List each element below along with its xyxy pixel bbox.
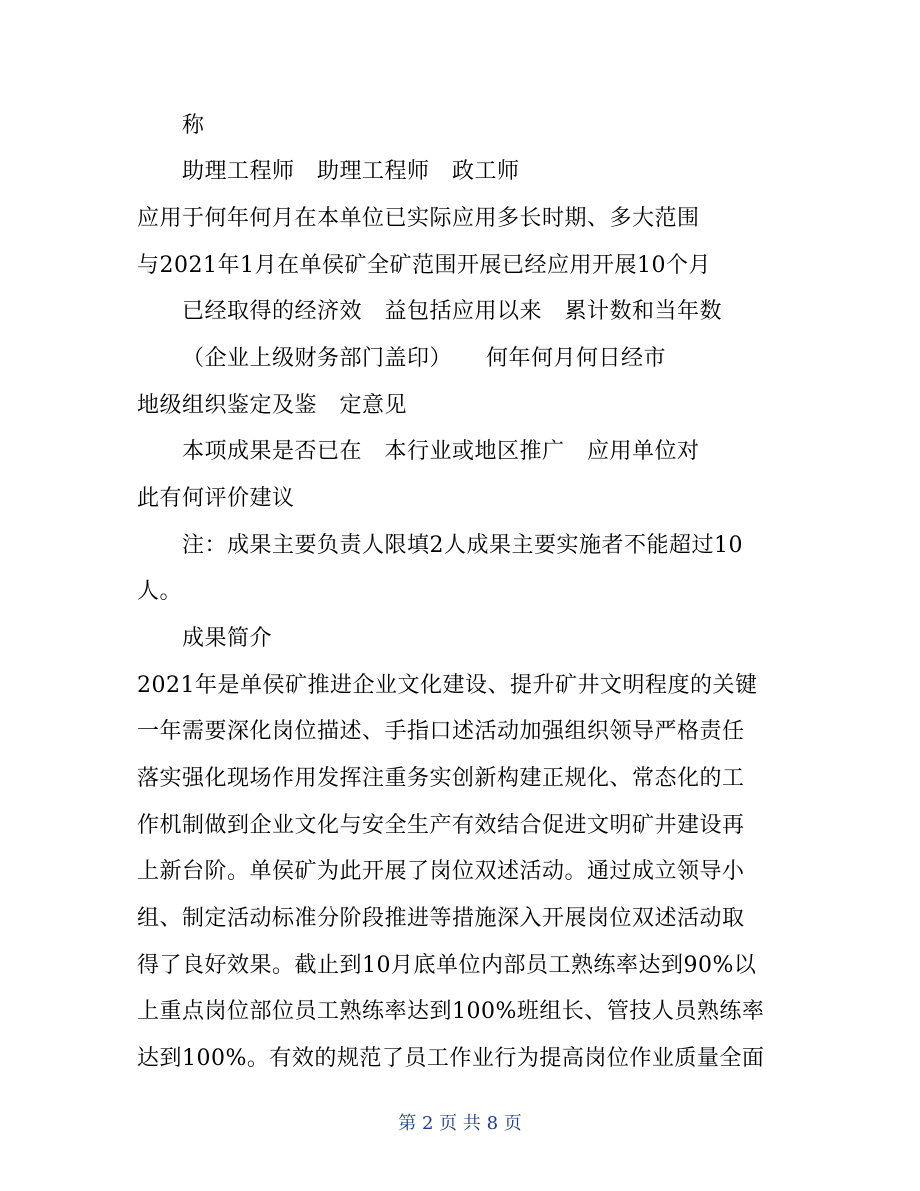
text-line-appraisal: 地级组织鉴定及鉴 定意见 [137, 393, 408, 418]
paragraph-line-7: 得了良好效果。截止到10月底单位内部员工熟练率达到90%以 [137, 953, 757, 978]
text-line-promotion-question: 本项成果是否已在 本行业或地区推广 应用单位对 [182, 439, 700, 464]
paragraph-line-8: 上重点岗位部位员工熟练率达到100%班组长、管技人员熟练率 [137, 999, 765, 1024]
text-line-economic-benefit: 已经取得的经济效 益包括应用以来 累计数和当年数 [182, 299, 723, 324]
text-line-finance-seal: （企业上级财务部门盖印） 何年何月何日经市 [182, 346, 667, 371]
text-line-note-cont: 人。 [137, 579, 183, 604]
paragraph-line-5: 上新台阶。单侯矿为此开展了岗位双述活动。通过成立领导小 [137, 859, 745, 884]
text-line-note: 注：成果主要负责人限填2人成果主要实施者不能超过10 [182, 533, 743, 558]
text-line-job-titles: 助理工程师 助理工程师 政工师 [182, 159, 520, 184]
text-line-application-answer: 与2021年1月在单侯矿全矿范围开展已经应用开展10个月 [137, 253, 711, 278]
paragraph-line-4: 作机制做到企业文化与安全生产有效结合促进文明矿井建设再 [137, 813, 745, 838]
paragraph-line-1: 2021年是单侯矿推进企业文化建设、提升矿井文明程度的关键 [137, 673, 758, 698]
paragraph-line-3: 落实强化现场作用发挥注重务实创新构建正规化、常态化的工 [137, 766, 745, 791]
text-line-evaluation: 此有何评价建议 [137, 486, 295, 511]
paragraph-line-2: 一年需要深化岗位描述、手指口述活动加强组织领导严格责任 [137, 719, 745, 744]
text-line-title-suffix: 称 [182, 113, 205, 138]
page-number-footer: 第 2 页 共 8 页 [398, 1113, 522, 1134]
paragraph-line-6: 组、制定活动标准分阶段推进等措施深入开展岗位双述活动取 [137, 906, 745, 931]
text-line-application-question: 应用于何年何月在本单位已实际应用多长时期、多大范围 [137, 206, 700, 231]
section-heading-summary: 成果简介 [182, 626, 273, 651]
paragraph-line-9: 达到100%。有效的规范了员工作业行为提高岗位作业质量全面 [137, 1046, 765, 1071]
